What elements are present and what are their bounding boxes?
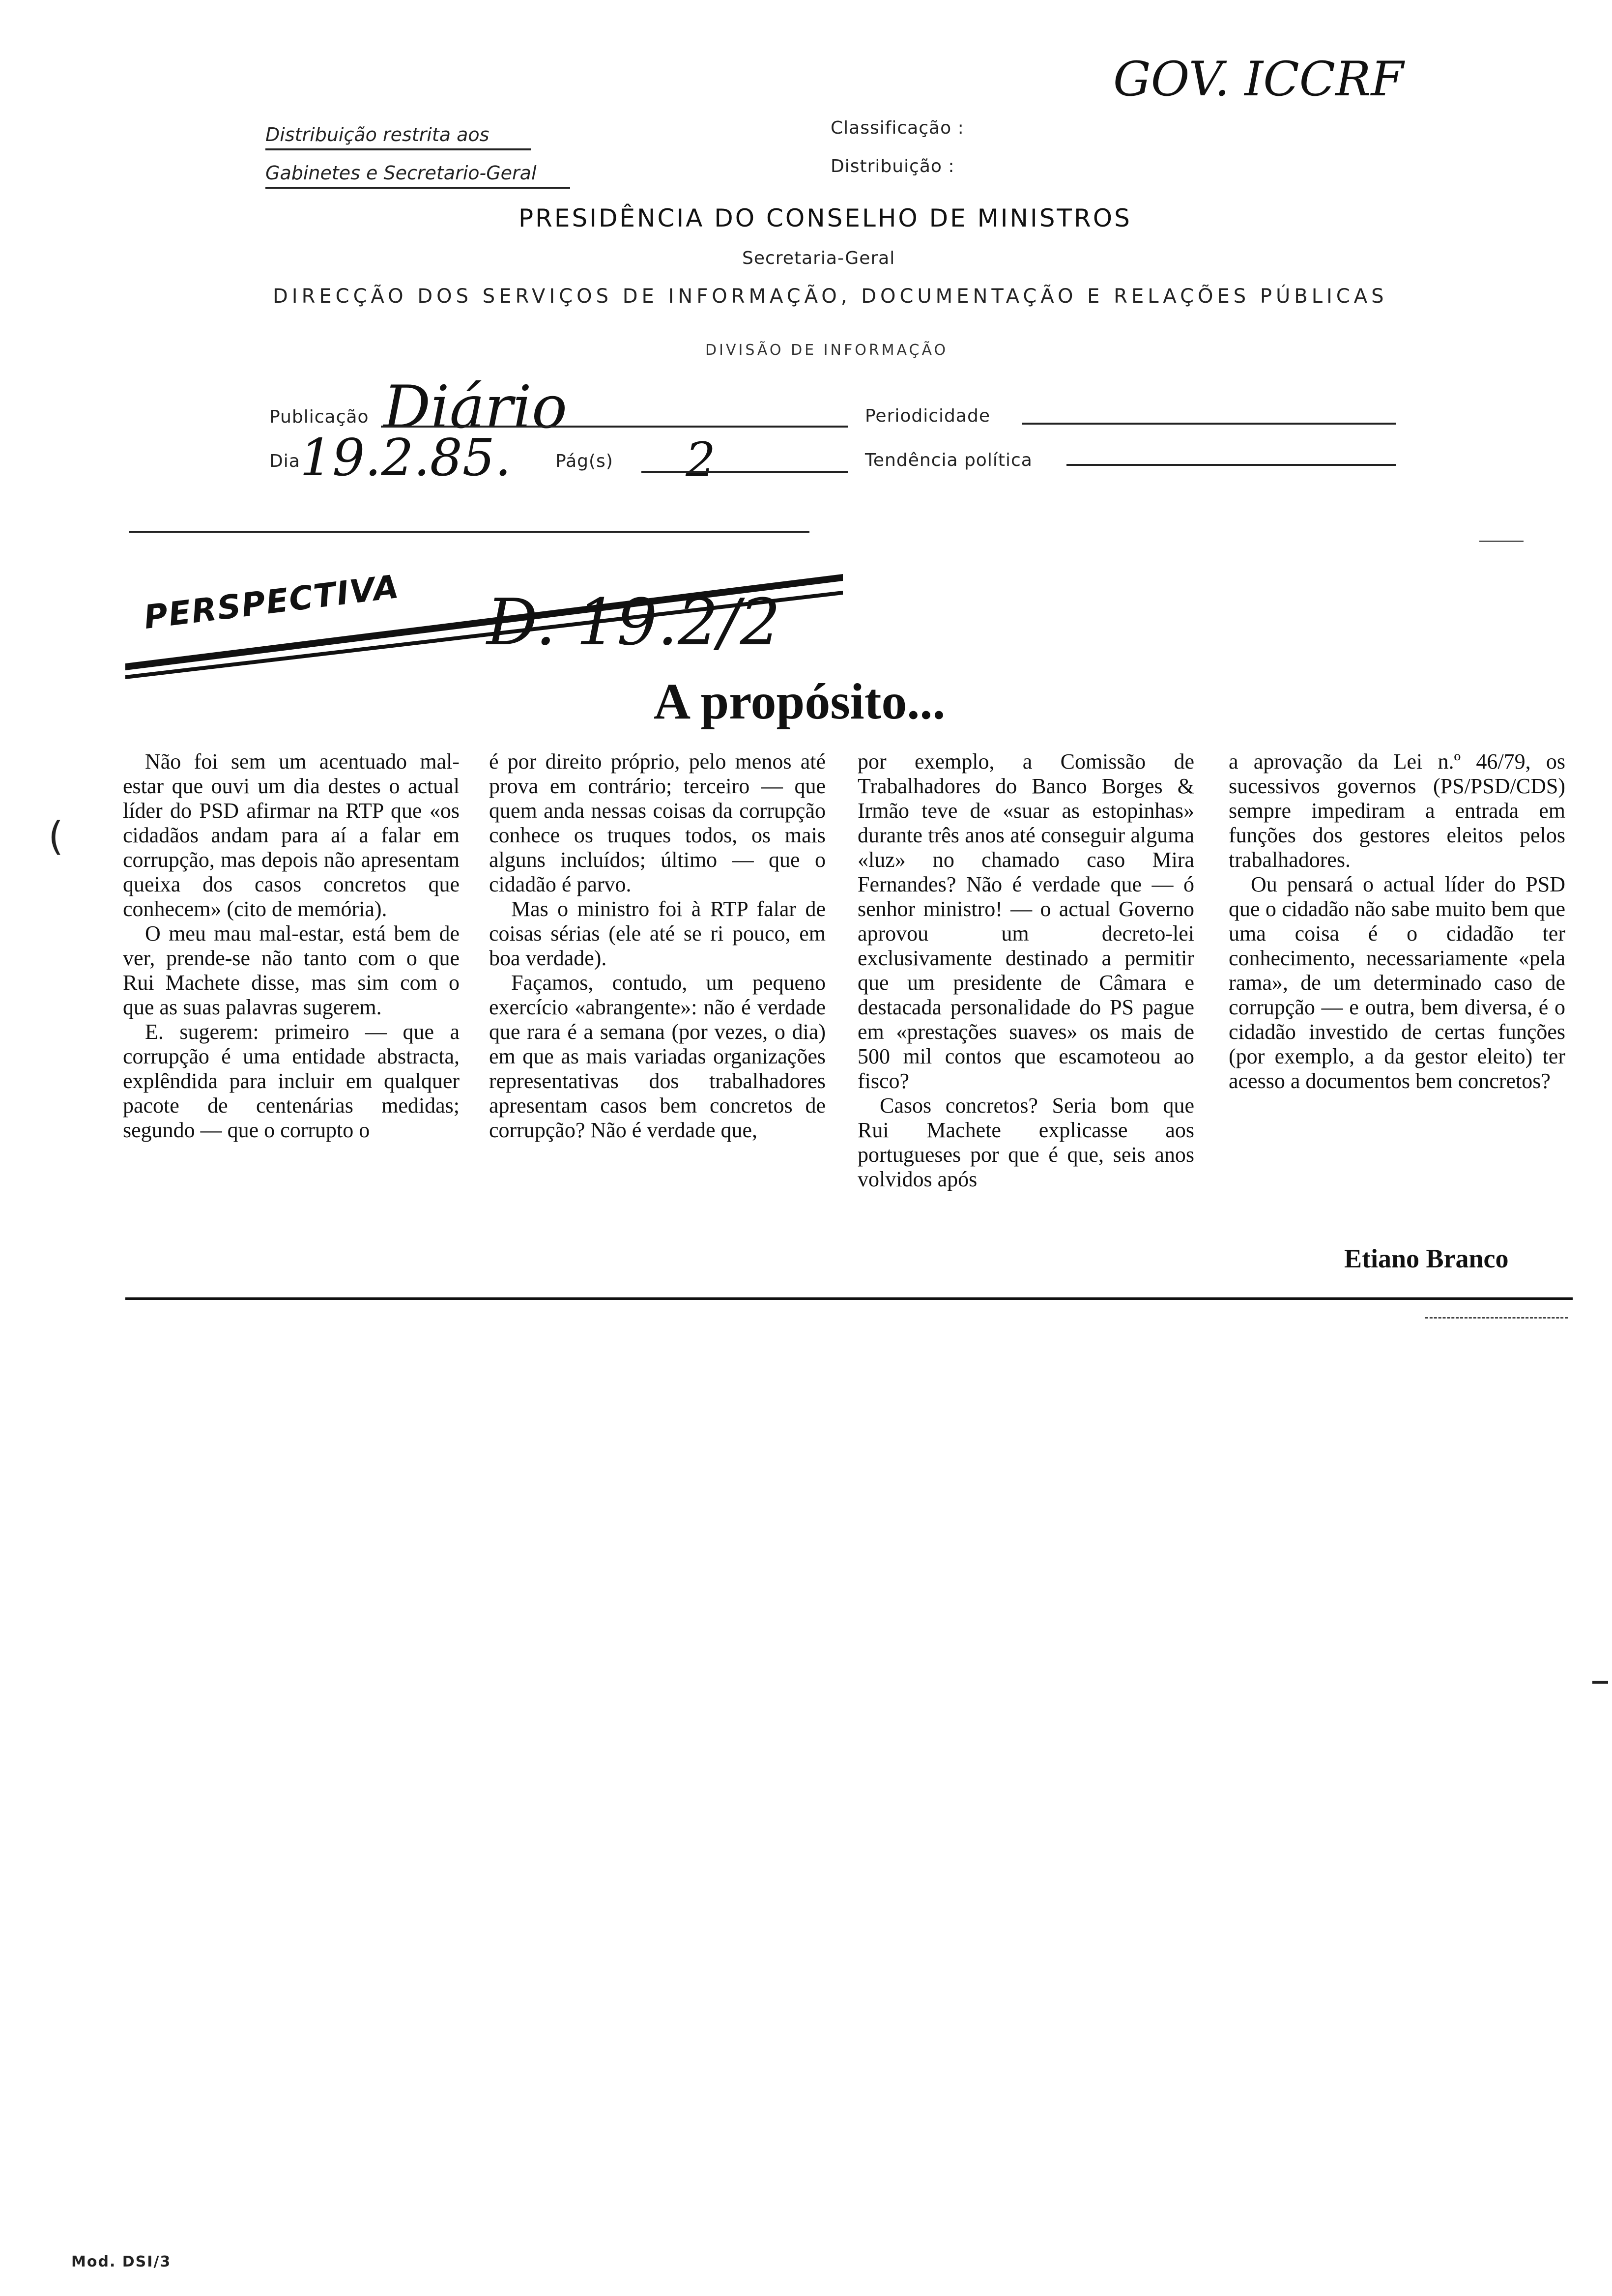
- distribution-restricted-line2: Gabinetes e Secretario-Geral: [265, 162, 570, 189]
- paragraph: Não foi sem um acentuado mal-estar que ouvi um dia destes o actual líder do PSD afirmar na RTP que «os cidadãos andam para aí a falar em corrupção, mas depois não apresentam queixa dos casos concretos que conhecem» (cito de memória).: [123, 749, 460, 921]
- distribuicao-label: Distribuição :: [831, 156, 955, 176]
- section-label: PERSPECTIVA: [142, 567, 402, 636]
- scan-mark: [1479, 541, 1524, 542]
- periodicidade-label: Periodicidade: [865, 406, 990, 426]
- dia-value: 19.2.85.: [300, 428, 512, 488]
- article-column-4: [1229, 749, 1565, 1216]
- handwritten-date-note: D. 19.2/2: [487, 585, 781, 660]
- clipping-bottom-edge: [1425, 1317, 1568, 1319]
- paragraph: Ou pensará o actual líder do PSD que o cidadão não sabe muito bem que uma coisa é o cidadão ter conhecimento, necessariamente «pela rama», de um determinado caso de corrupção — e outra, bem diversa, é o cidadão investido de certas funções (por exemplo, a da gestor eleito) ter acesso a documentos bem concretos?: [1229, 872, 1565, 1093]
- article-author: Etiano Branco: [1344, 1244, 1509, 1273]
- org-subtitle: Secretaria-Geral: [742, 248, 895, 268]
- paragraph: é por direito próprio, pelo menos até prova em contrário; terceiro — que quem anda nessas coisas da corrupção conhece os truques todos, os mais alguns incluídos; último — que o cidadão é parvo.: [489, 749, 826, 896]
- directorate-name: DIRECÇÃO DOS SERVIÇOS DE INFORMAÇÃO, DOCUMENTAÇÃO E RELAÇÕES PÚBLICAS: [273, 285, 1388, 308]
- division-name: DIVISÃO DE INFORMAÇÃO: [705, 342, 949, 359]
- article-column-2: [489, 749, 826, 1268]
- dia-label: Dia: [269, 451, 300, 471]
- handwritten-reference: GOV. ICCRF: [1113, 52, 1404, 107]
- publicacao-value: Diário: [383, 373, 568, 442]
- paragraph: E. sugerem: primeiro — que a corrupção é uma entidade abstracta, explêndida para incluir em qualquer pacote de centenárias medidas; segundo — que o corrupto o: [123, 1020, 460, 1142]
- classificacao-label: Classificação :: [831, 118, 964, 138]
- paragraph: Casos concretos? Seria bom que Rui Machete explicasse aos portugueses por que é que, seis anos volvidos após: [858, 1093, 1194, 1191]
- publicacao-label: Publicação: [269, 407, 369, 427]
- clipping-bottom-rule: [125, 1297, 1573, 1300]
- article-column-3: [858, 749, 1194, 1268]
- distribution-restricted-line1: Distribuição restrita aos: [265, 124, 531, 150]
- paragraph: Mas o ministro foi à RTP falar de coisas sérias (ele até se ri pouco, em boa verdade).: [489, 897, 826, 970]
- paragraph: O meu mau mal-estar, está bem de ver, prende-se não tanto com o que Rui Machete disse, mas sim com o que as suas palavras sugerem.: [123, 921, 460, 1019]
- org-title: PRESIDÊNCIA DO CONSELHO DE MINISTROS: [518, 204, 1132, 232]
- scan-bracket-mark: (: [48, 813, 64, 859]
- paragraph: por exemplo, a Comissão de Trabalhadores do Banco Borges & Irmão teve de «suar as estopinhas» durante três anos até conseguir alguma «luz» no chamado caso Mira Fernandes? Não é verdade que — ó senhor ministro! — o actual Governo aprovou um decreto-lei exclusivamente destinado a permitir que um presidente de Câmara e destacada personalidade do PS pague em «prestações suaves» os mais de 500 mil contos que escamoteou ao fisco?: [858, 749, 1194, 1093]
- paragraph: a aprovação da Lei n.º 46/79, os sucessivos governos (PS/PSD/CDS) sempre impediram a entrada em funções dos gestores eleitos pelos trabalhadores.: [1229, 749, 1565, 872]
- scan-dash-mark: [1592, 1681, 1608, 1684]
- periodicidade-line: [1022, 423, 1396, 425]
- paginas-line: [641, 471, 848, 473]
- tendencia-line: [1066, 464, 1396, 466]
- article-headline: A propósito...: [654, 673, 946, 730]
- paragraph: Façamos, contudo, um pequeno exercício «abrangente»: não é verdade que rara é a semana (por vezes, o dia) em que as mais variadas organizações representativas dos trabalhadores apresentam casos bem concretos de corrupção? Não é verdade que,: [489, 971, 826, 1142]
- paginas-label: Pág(s): [555, 451, 613, 471]
- tendencia-label: Tendência política: [865, 450, 1033, 470]
- paginas-value: 2: [686, 432, 716, 488]
- form-code: Mod. DSI/3: [71, 2253, 172, 2270]
- clipping-top-rule: [129, 531, 809, 533]
- article-column-1: [123, 749, 460, 1268]
